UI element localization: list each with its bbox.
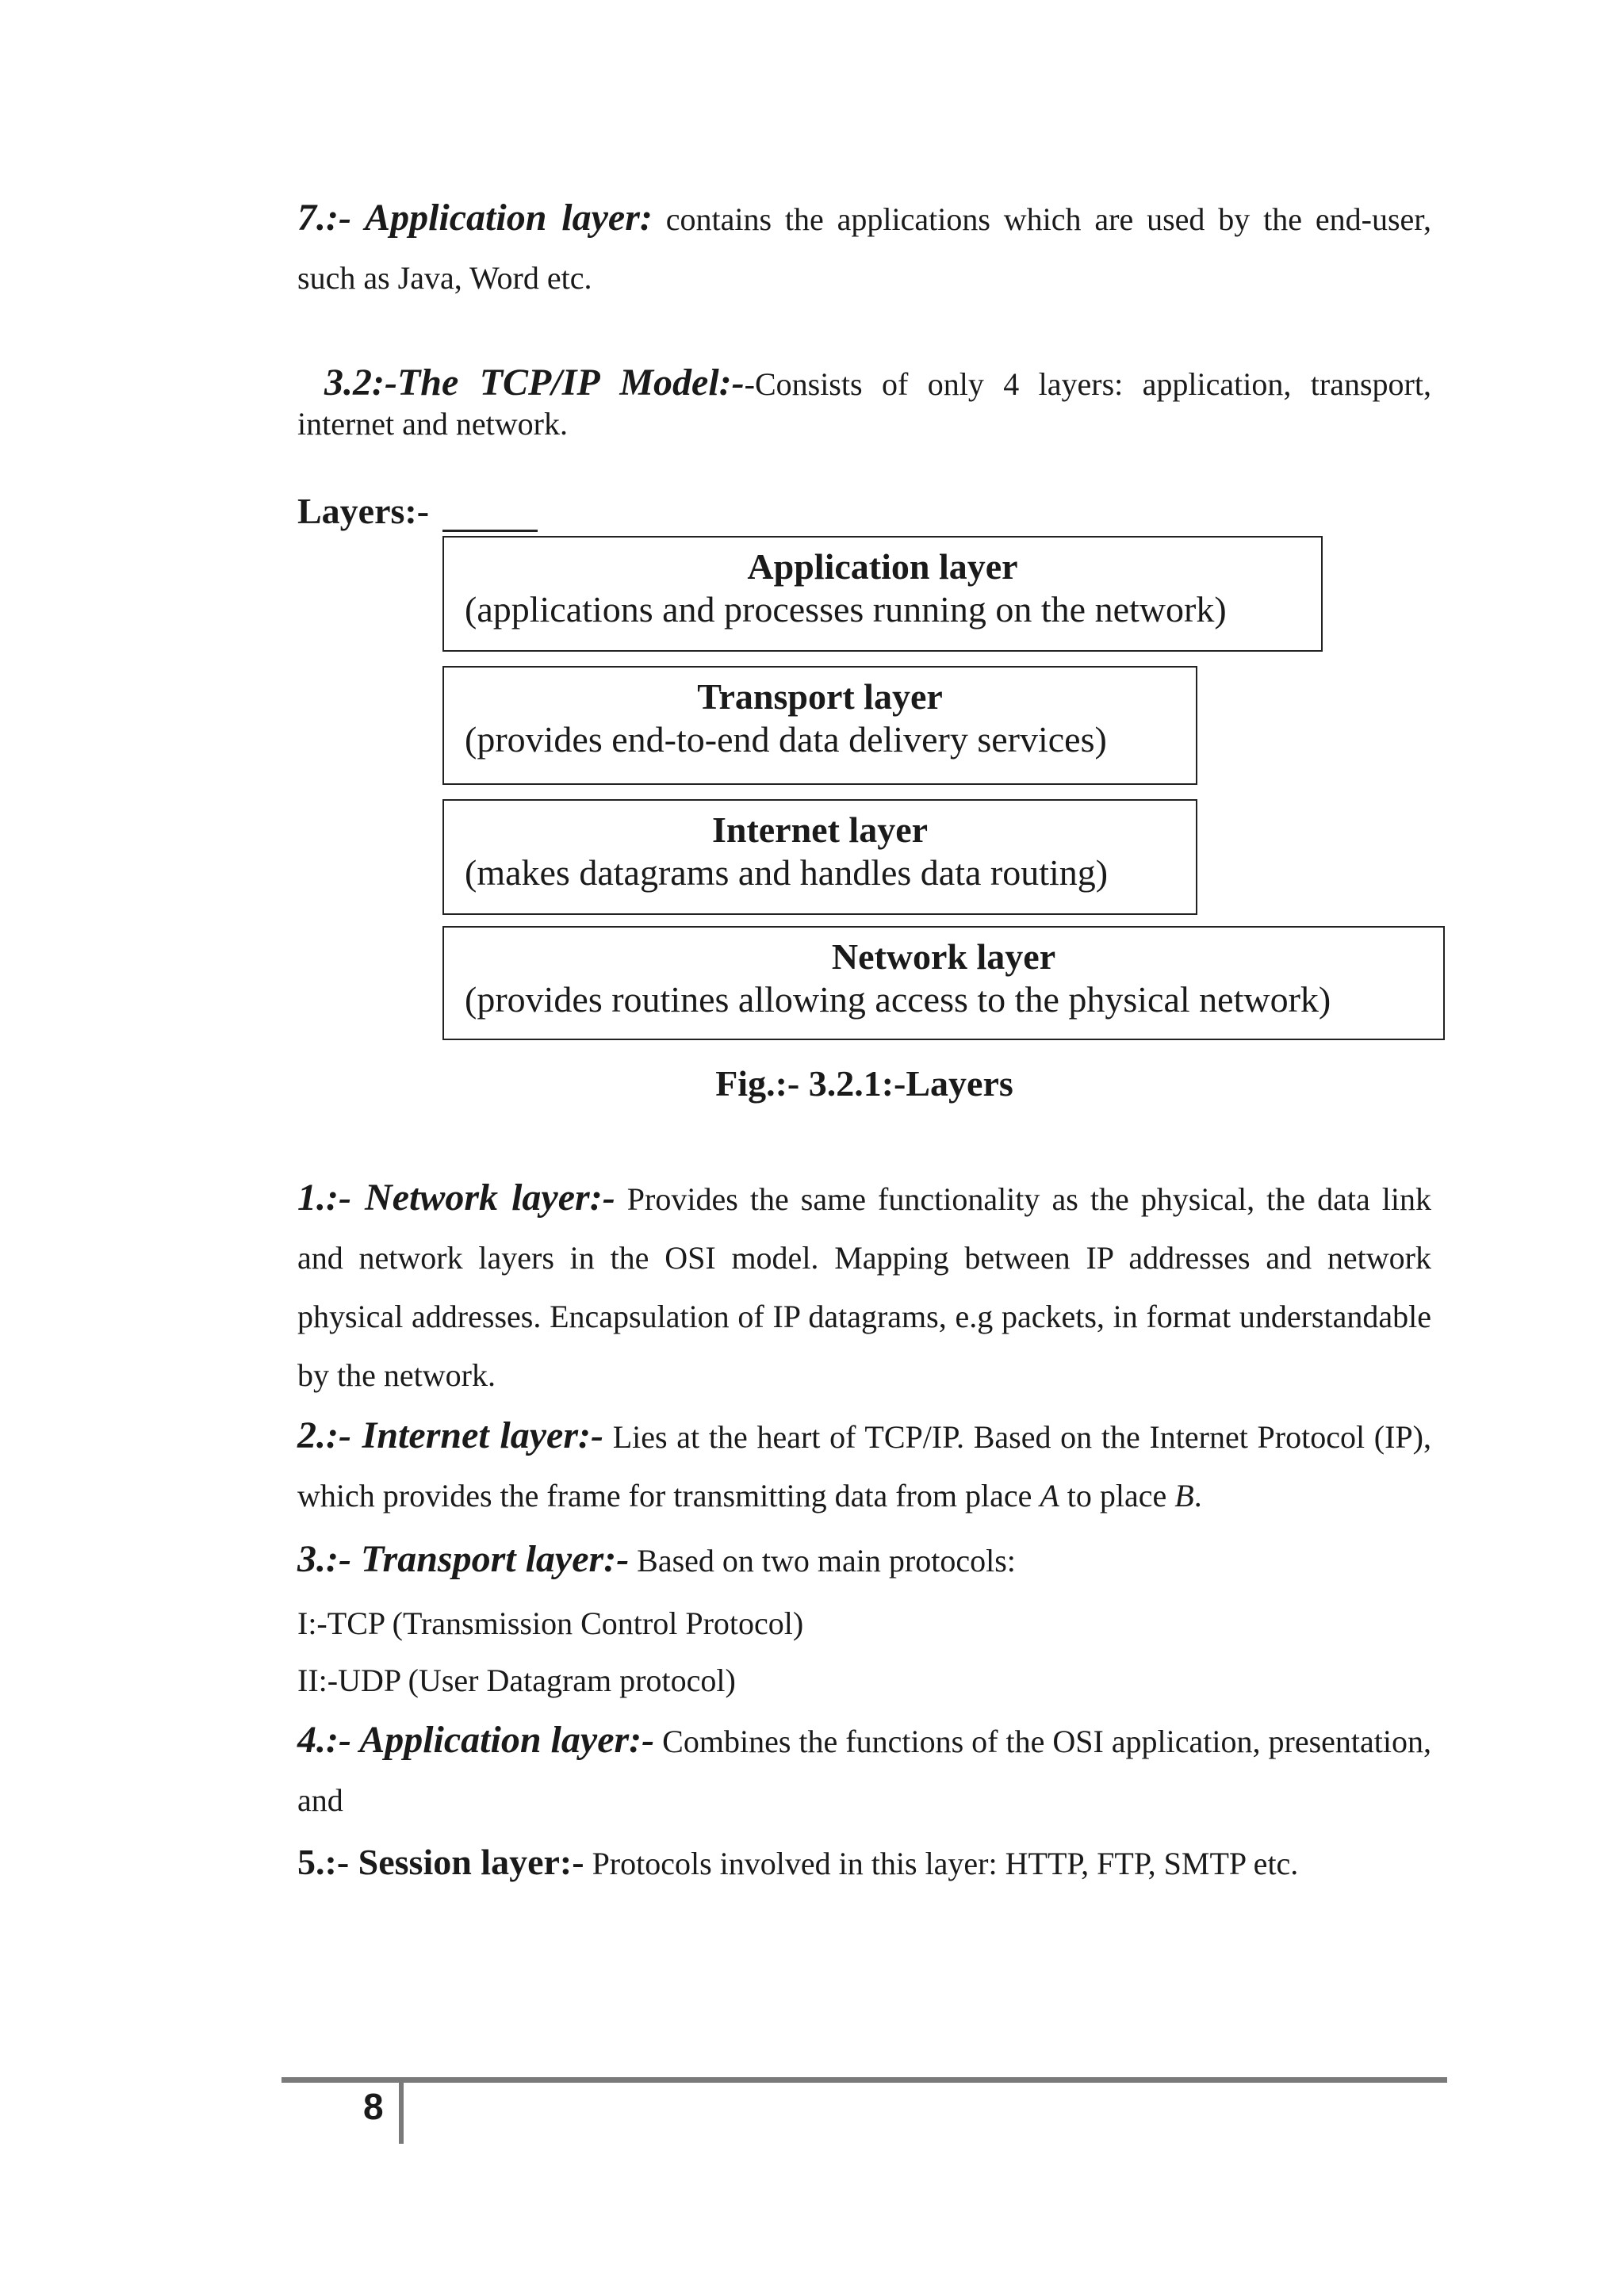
application-layer-title: Application layer [747, 546, 1018, 587]
paragraph-session-layer [297, 1833, 1431, 1893]
osi-application-layer-heading: 7.:- Application layer: [297, 197, 653, 239]
session-layer-heading: 5.:- Session layer:- [297, 1842, 584, 1882]
internet-layer-text-b: to place [1059, 1478, 1175, 1513]
transport-layer-heading: 3.:- Transport layer:- [297, 1538, 630, 1580]
network-layer-text: Provides the same functionality as the physical, the data link and network layers in the OSI model. Mapping between IP addresses and network physical addresses. Encapsulation of IP datagrams, e.g packets, in format understandable by the network. [297, 1181, 1432, 1393]
transport-layer-desc: (provides end-to-end data delivery services) [465, 719, 1107, 760]
paragraph-application-layer [297, 1711, 1431, 1830]
osi-application-layer-text: contains the applications which are used by the end-user, such as Java, Word etc. [297, 201, 1431, 296]
application-layer-heading: 4.:- Application layer:- [297, 1719, 655, 1761]
footer-divider-tick [399, 2080, 404, 2144]
network-layer-box [442, 926, 1445, 1040]
tcpip-model-heading: 3.2:-The TCP/IP Model:- [324, 362, 745, 404]
paragraph-network-layer [297, 1169, 1431, 1405]
application-layer-desc: (applications and processes running on the network) [465, 589, 1227, 629]
internet-layer-text-c: . [1193, 1478, 1202, 1513]
network-layer-heading: 1.:- Network layer:- [297, 1177, 615, 1219]
session-layer-text: Protocols involved in this layer: HTTP, FTP, SMTP etc. [584, 1846, 1299, 1881]
network-layer-desc: (provides routines allowing access to the physical network) [465, 979, 1331, 1020]
page-number: 8 [363, 2086, 384, 2127]
figure-caption: Fig.:- 3.2.1:-Layers [715, 1063, 1013, 1104]
tcp-protocol-line: I:-TCP (Transmission Control Protocol) [297, 1605, 804, 1641]
place-b-label: B [1174, 1478, 1194, 1513]
layers-heading: Layers:- [297, 491, 430, 531]
transport-layer-box [442, 666, 1197, 785]
internet-layer-box [442, 799, 1197, 915]
footer-rule [282, 2077, 1447, 2083]
internet-layer-heading: 2.:- Internet layer:- [297, 1414, 604, 1456]
internet-layer-title: Internet layer [711, 809, 929, 850]
paragraph-tcpip-model [297, 363, 1431, 444]
application-layer-text: Combines the functions of the OSI application, presentation, and [297, 1724, 1431, 1818]
internet-layer-text-a: Lies at the heart of TCP/IP. Based on the Internet Protocol (IP), which provides the frame for transmitting data from place [297, 1419, 1432, 1513]
application-layer-box [442, 536, 1323, 652]
internet-layer-desc: (makes datagrams and handles data routing) [465, 852, 1109, 893]
layers-heading-underline [442, 530, 538, 532]
place-a-label: A [1040, 1478, 1059, 1513]
udp-protocol-line: II:-UDP (User Datagram protocol) [297, 1663, 736, 1698]
transport-layer-title: Transport layer [697, 676, 943, 717]
paragraph-internet-layer [297, 1406, 1431, 1525]
transport-layer-text: Based on two main protocols: [629, 1543, 1016, 1578]
paragraph-transport-layer [297, 1530, 1431, 1590]
paragraph-osi-application-layer [297, 189, 1431, 308]
network-layer-title: Network layer [831, 936, 1056, 977]
tcpip-model-text: -Consists of only 4 layers: application, transport, internet and network. [297, 366, 1431, 442]
